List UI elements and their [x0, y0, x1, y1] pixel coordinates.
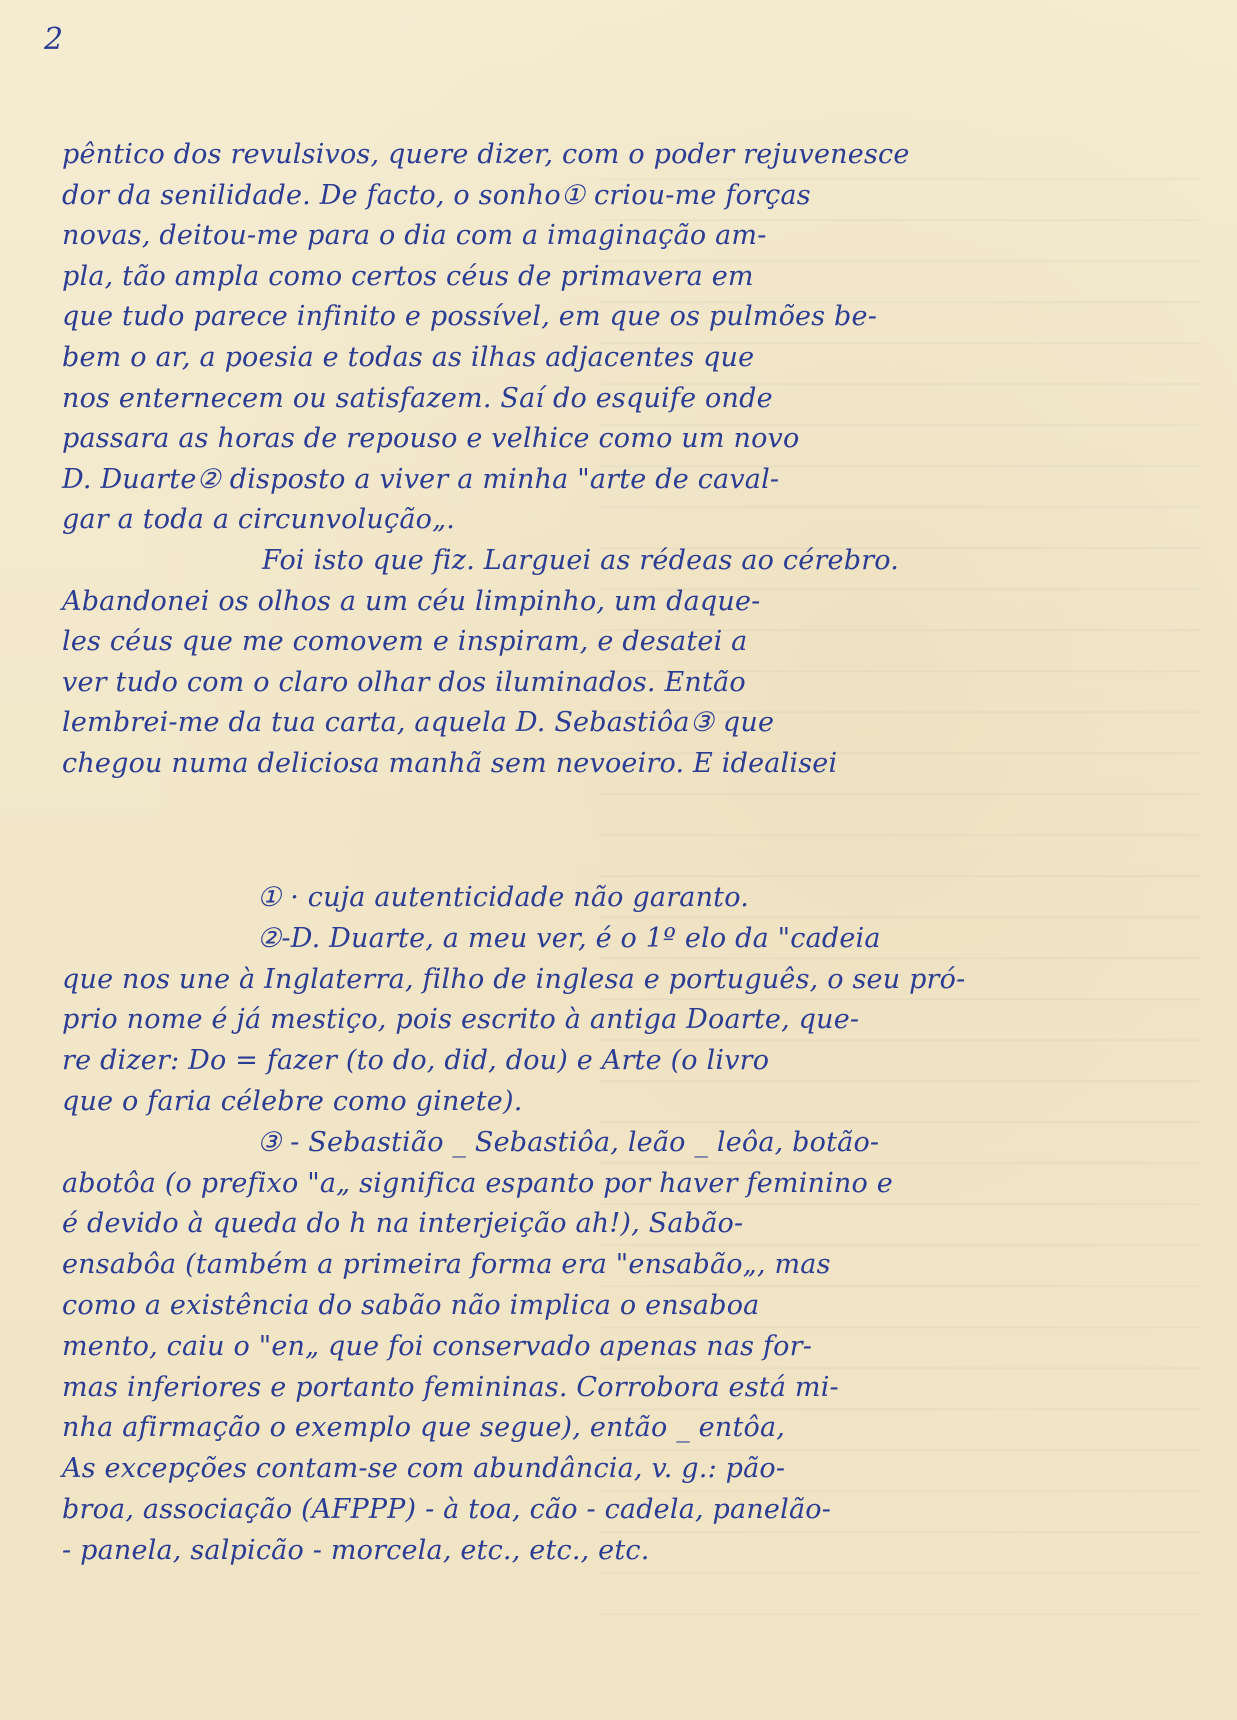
body-line-paragraph-start: Foi isto que fiz. Larguei as rédeas ao cérebro.: [262, 544, 900, 576]
footnote-line: As excepções contam-se com abundância, v. g.: pão-: [62, 1453, 786, 1485]
footnote-line: ensabôa (também a primeira forma era "ensabão„, mas: [62, 1249, 831, 1281]
body-line: novas, deitou-me para o dia com a imaginação am-: [62, 220, 767, 252]
footnote-line: que o faria célebre como ginete).: [62, 1085, 523, 1117]
page-number: 2: [44, 22, 64, 57]
footnote-3: ③ - Sebastião _ Sebastiôa, leão _ leôa, botão-: [257, 1126, 880, 1158]
body-line: lembrei-me da tua carta, aquela D. Sebastiôa③ que: [62, 707, 775, 739]
footnote-line: nha afirmação o exemplo que segue), então _ entôa,: [62, 1412, 786, 1444]
body-line: chegou numa deliciosa manhã sem nevoeiro. E idealisei: [62, 747, 838, 779]
footnote-line: como a existência do sabão não implica o ensaboa: [62, 1289, 760, 1321]
footnote-line: - panela, salpicão - morcela, etc., etc., etc.: [62, 1534, 650, 1566]
body-line: bem o ar, a poesia e todas as ilhas adjacentes que: [62, 341, 755, 373]
footnote-line: broa, associação (AFPPP) - à toa, cão - cadela, panelão-: [62, 1493, 832, 1525]
body-line: gar a toda a circunvolução„.: [62, 504, 456, 536]
body-line: pla, tão ampla como certos céus de primavera em: [62, 260, 754, 292]
body-line: Abandonei os olhos a um céu limpinho, um daque-: [62, 585, 761, 617]
body-line: nos enternecem ou satisfazem. Saí do esquife onde: [62, 382, 773, 414]
footnote-line: prio nome é já mestiço, pois escrito à antiga Doarte, que-: [62, 1004, 860, 1036]
body-line: D. Duarte② disposto a viver a minha "arte de caval-: [62, 463, 780, 495]
footnote-line: mas inferiores e portanto femininas. Corrobora está mi-: [62, 1371, 839, 1403]
body-line: dor da senilidade. De facto, o sonho① criou-me forças: [62, 179, 811, 211]
body-line: passara as horas de repouso e velhice como um novo: [62, 423, 800, 455]
body-line: ver tudo com o claro olhar dos iluminados. Então: [62, 666, 746, 698]
footnote-line: mento, caiu o "en„ que foi conservado apenas nas for-: [62, 1330, 813, 1362]
footnotes: [62, 878, 1182, 1572]
footnote-line: abotôa (o prefixo "a„ significa espanto por haver feminino e: [62, 1167, 893, 1199]
footnote-line: é devido à queda do h na interjeição ah!), Sabão-: [62, 1208, 744, 1240]
body-line: que tudo parece infinito e possível, em que os pulmões be-: [62, 301, 878, 333]
body-line: pêntico dos revulsivos, quere dizer, com o poder rejuvenesce: [62, 139, 910, 170]
letter-body: [62, 135, 1182, 785]
footnote-2: ②-D. Duarte, a meu ver, é o 1º elo da "cadeia: [257, 922, 881, 954]
footnote-1: ① · cuja autenticidade não garanto.: [257, 882, 749, 913]
footnote-line: re dizer: Do = fazer (to do, did, dou) e Arte (o livro: [62, 1045, 770, 1077]
body-line: les céus que me comovem e inspiram, e desatei a: [62, 626, 748, 658]
footnote-line: que nos une à Inglaterra, filho de inglesa e português, o seu pró-: [62, 963, 966, 995]
